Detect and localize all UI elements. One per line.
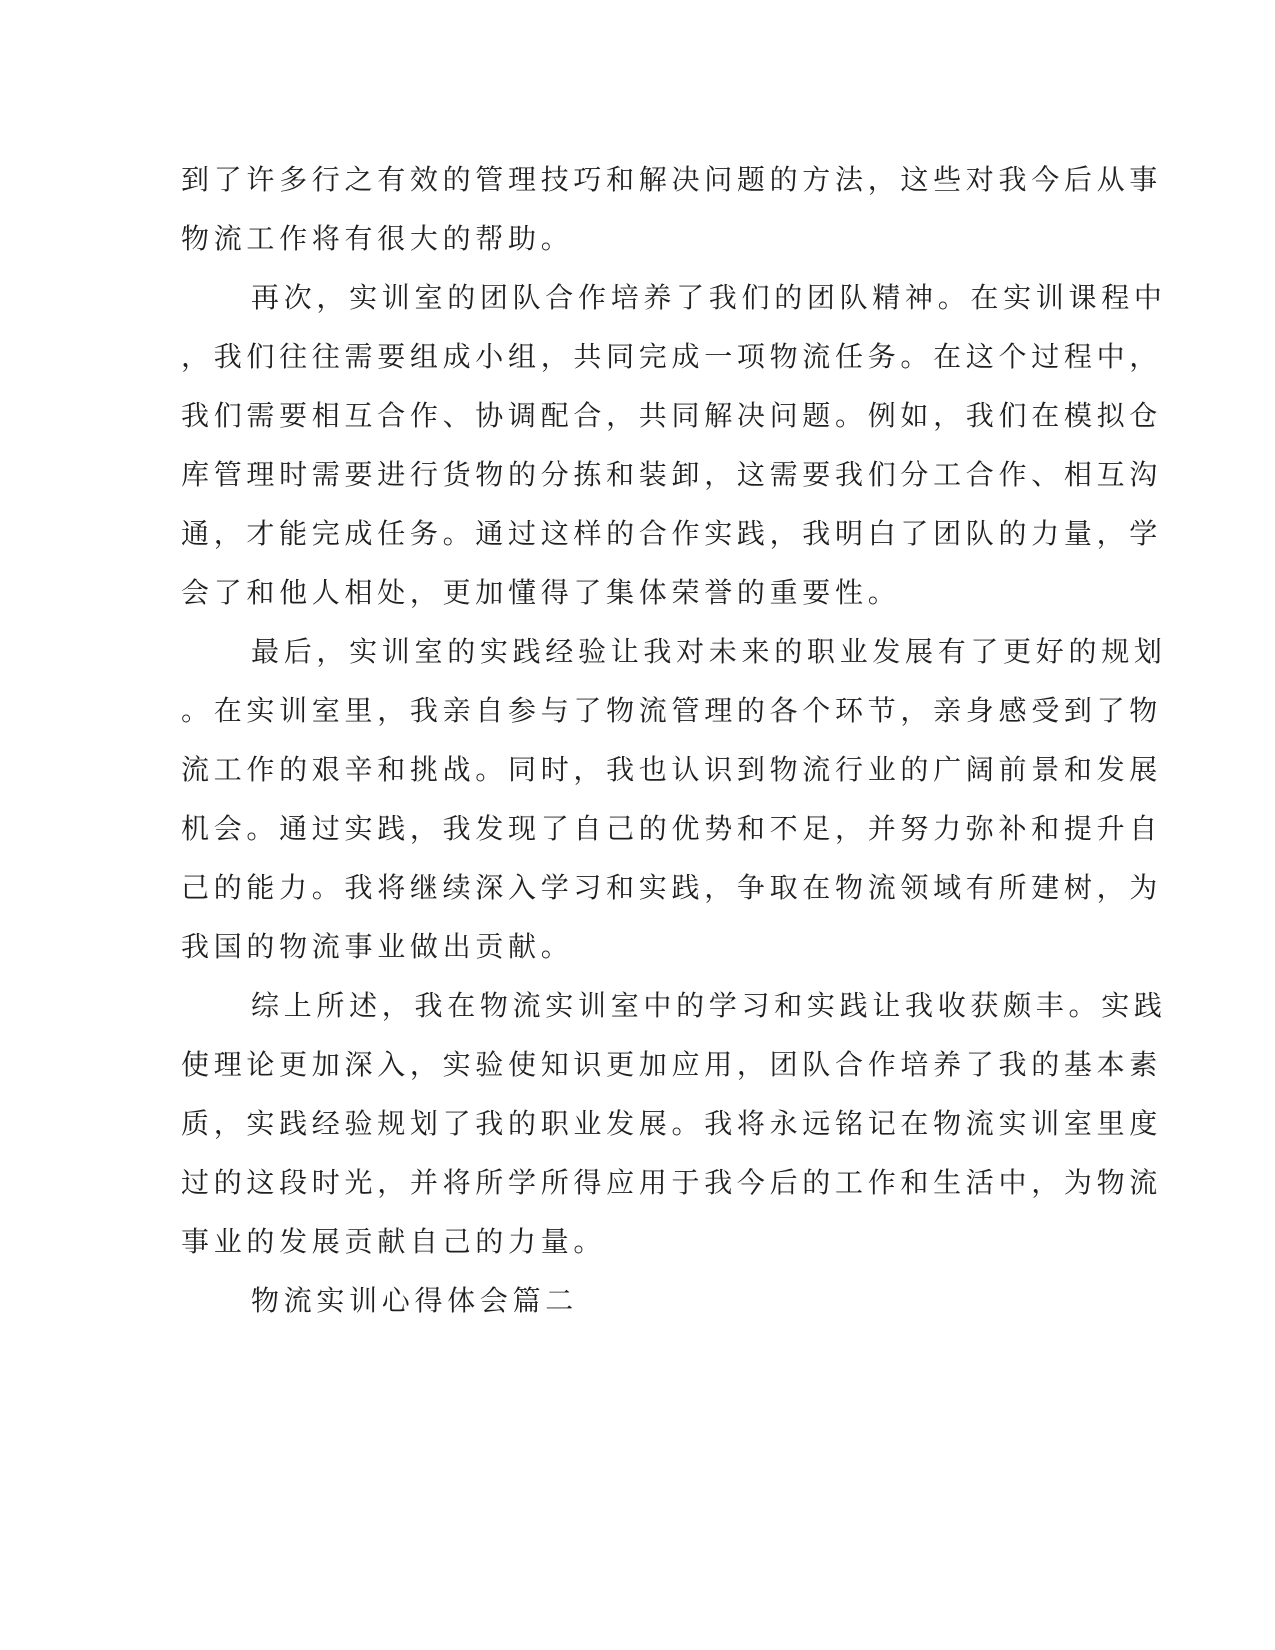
paragraph-line: 会了和他人相处，更加懂得了集体荣誉的重要性。 (181, 576, 901, 609)
paragraph-line: 到了许多行之有效的管理技巧和解决问题的方法，这些对我今后从事 (181, 163, 1163, 196)
paragraph-line: 机会。通过实践，我发现了自己的优势和不足，并努力弥补和提升自 (181, 812, 1163, 845)
paragraph-line: ，我们往往需要组成小组，共同完成一项物流任务。在这个过程中， (181, 340, 1163, 373)
paragraph-line: 过的这段时光，并将所学所得应用于我今后的工作和生活中，为物流 (181, 1166, 1163, 1199)
paragraph-line: 使理论更加深入，实验使知识更加应用，团队合作培养了我的基本素 (181, 1048, 1163, 1081)
paragraph-line: 事业的发展贡献自己的力量。 (181, 1225, 607, 1258)
paragraph-line: 。在实训室里，我亲自参与了物流管理的各个环节，亲身感受到了物 (181, 694, 1163, 727)
paragraph-line: 库管理时需要进行货物的分拣和装卸，这需要我们分工合作、相互沟 (181, 458, 1163, 491)
paragraph-line: 己的能力。我将继续深入学习和实践，争取在物流领域有所建树，为 (181, 871, 1163, 904)
paragraph-line: 物流工作将有很大的帮助。 (181, 222, 574, 255)
section-heading: 物流实训心得体会篇二 (251, 1284, 579, 1317)
paragraph-line: 通，才能完成任务。通过这样的合作实践，我明白了团队的力量，学 (181, 517, 1163, 550)
paragraph-line: 质，实践经验规划了我的职业发展。我将永远铭记在物流实训室里度 (181, 1107, 1163, 1140)
paragraph-first-line: 综上所述，我在物流实训室中的学习和实践让我收获颇丰。实践 (251, 989, 1167, 1022)
paragraph-line: 我国的物流事业做出贡献。 (181, 930, 574, 963)
paragraph-first-line: 再次，实训室的团队合作培养了我们的团队精神。在实训课程中 (251, 281, 1167, 314)
paragraph-first-line: 最后，实训室的实践经验让我对未来的职业发展有了更好的规划 (251, 635, 1167, 668)
paragraph-line: 我们需要相互合作、协调配合，共同解决问题。例如，我们在模拟仓 (181, 399, 1163, 432)
paragraph-line: 流工作的艰辛和挑战。同时，我也认识到物流行业的广阔前景和发展 (181, 753, 1163, 786)
